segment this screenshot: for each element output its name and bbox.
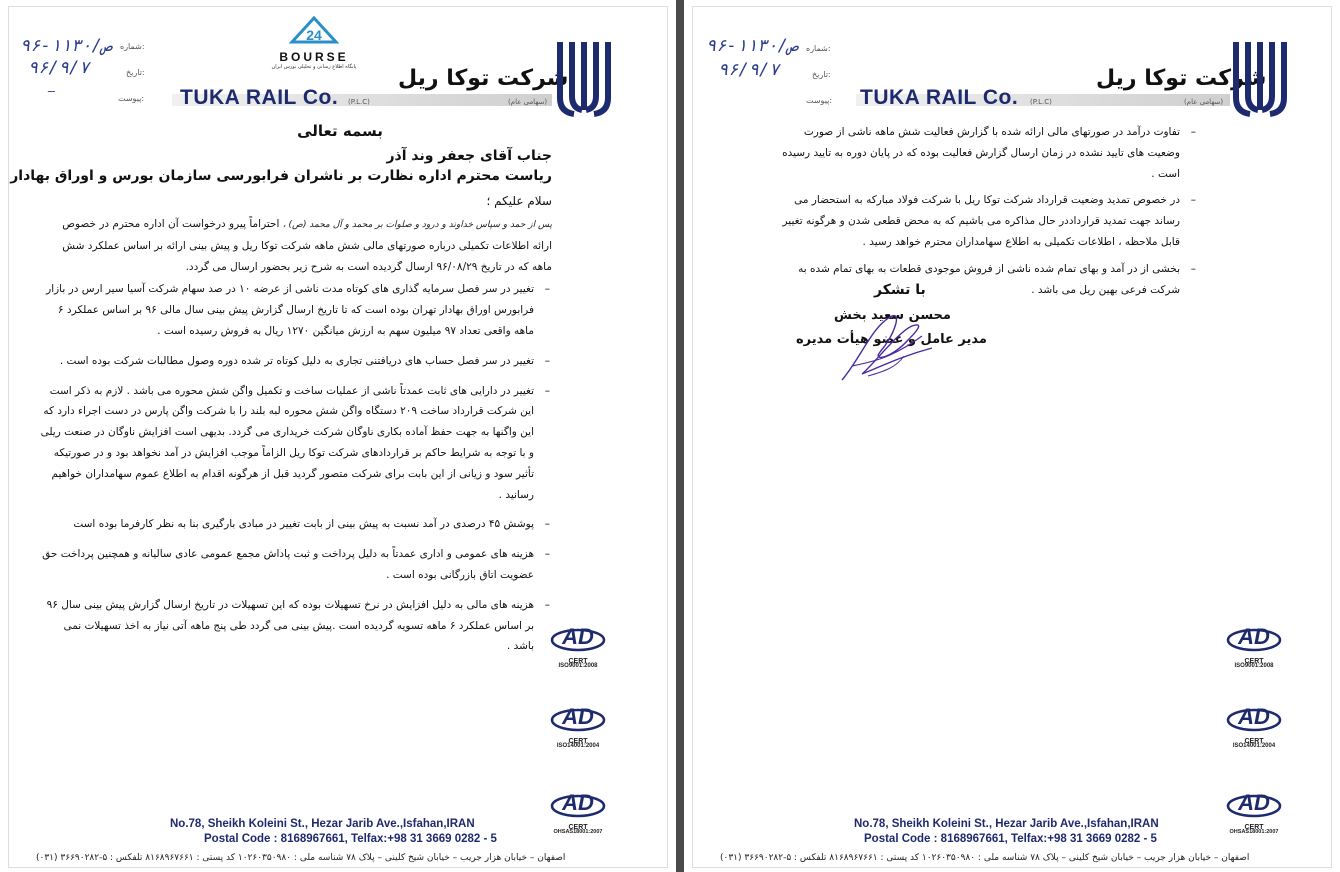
list-item: – تغییر در سر فصل سرمایه گذاری های کوتاه مدت ناشی از عرضه ۱۰ در صد سهام شرکت آسیا سیر ارس در بازار فرابورس اوراق بهادار تهران بوده است که تا تاریخ ارسال گزارش پیش بینی سال مالی ۹۶ بر اساس عملکرد ۶ ماهه واقعی تعداد ۹۷ میلیون سهم به ارزش میانگین ۱۲۷۰ ریال به فروش رسیده است . bbox=[46, 283, 550, 337]
cert-standard: ISO9001:2008 bbox=[558, 663, 598, 669]
cert-word: CERT bbox=[1244, 824, 1264, 831]
company-name-fa: شرکت توکا ریل bbox=[398, 66, 569, 91]
plc-label: (P.L.C) bbox=[1030, 98, 1052, 106]
cert-badge bbox=[1222, 620, 1286, 669]
list-item: – تغییر در سر فصل حساب های دریافتنی تجاری به دلیل کوتاه تر شده دوره وصول مطالبات شرکت بوده است . bbox=[59, 354, 550, 367]
svg-text:AD: AD bbox=[562, 704, 594, 729]
letter-body bbox=[40, 214, 552, 657]
bourse-wordmark: BOURSE bbox=[279, 50, 349, 64]
footer-postal-en: Postal Code : 8168967661, Telfax:+98 31 3669 0282 - 5 bbox=[864, 833, 1157, 845]
cert-word: CERT bbox=[568, 658, 588, 665]
bourse-tagline: پایگاه اطلاع رسانی و تحلیلی بورس ایران bbox=[271, 64, 357, 70]
company-name-en: TUKA RAIL Co. bbox=[860, 86, 1019, 109]
company-name-fa: شرکت توکا ریل bbox=[1096, 66, 1267, 91]
attachment-label: پیوست: bbox=[118, 94, 145, 103]
letter-body bbox=[780, 122, 1194, 300]
bourse-emblem-icon bbox=[284, 16, 344, 46]
footer-address-fa: اصفهان – خیابان هزار جریب – خیابان شیخ کلینی – پلاک ۷۸ شناسه ملی : ۱۰۲۶۰۳۵۰۹۸۰ کد پستی : ۸۱۶۸۹۶۷۶۶۱ تلفکس : ۵-۳۶۶۹۰۲۸۲ (۰۳۱) bbox=[36, 853, 566, 863]
cert-badge bbox=[1222, 786, 1286, 835]
letter-number: ۹۶-۱۱۳۰/ص bbox=[706, 36, 799, 56]
list-item: – تفاوت درآمد در صورتهای مالی ارائه شده با گزارش فعالیت شش ماهه ناشی از صورت وضعیت های تایید نشده در زمان ارسال گزارش فعالیت بوده که در پایان دوره به تایید رسیده است . bbox=[782, 126, 1196, 180]
svg-text:AD: AD bbox=[1238, 624, 1270, 649]
cert-word: CERT bbox=[568, 824, 588, 831]
attachment-label: پیوست: bbox=[806, 96, 833, 105]
cert-standard: ISO14001:2004 bbox=[1232, 743, 1276, 749]
recipient-title: ریاست محترم اداره نظارت بر ناشران فرابورسی سازمان بورس و اوراق بهادار bbox=[10, 168, 552, 184]
recipient-name: جناب آقای جعفر وند آذر bbox=[386, 148, 552, 164]
list-item: – تغییر در دارایی های ثابت عمدتاً ناشی از عملیات ساخت و تکمیل واگن شش محوره می باشد . لازم به ذکر است این شرکت قرارداد ساخت ۲۰۹ دستگاه واگن شش محوره لبه بلند را با شرکت واگن پارس در دست اجراء دارد که این واگنها به جهت حفظ آماده بکاری ناوگان شرکت خریداری می گردد. بدیهی است افزایش ناوگان در صنعت ریلی و با توجه به شرایط حاکم بر قراردادهای شرکت توکا ریل الزاماً موجب افزایش در آمد نخواهد بود و در صورتیکه تأثیر سود و زیانی از این بابت برای شرکت متصور گردید قبل از هرگونه اقدام به اطلاع عموم سهامداران خواهیم رسانید . bbox=[40, 384, 550, 501]
list-item: – هزینه های عمومی و اداری عمدتاً به دلیل پرداخت و ثبت پاداش مجمع عمومی عادی سالیانه و همچنین پرداخت حق عضویت اتاق بازرگانی بوده است . bbox=[42, 548, 550, 581]
company-name-en: TUKA RAIL Co. bbox=[180, 86, 339, 109]
letter-number: ۹۶-۱۱۳۰/ص bbox=[20, 36, 113, 56]
letter-page-2 bbox=[684, 0, 1340, 872]
svg-text:24: 24 bbox=[306, 27, 322, 43]
footer-postal-en: Postal Code : 8168967661, Telfax:+98 31 3669 0282 - 5 bbox=[204, 833, 497, 845]
footer-address-fa: اصفهان – خیابان هزار جریب – خیابان شیخ کلینی – پلاک ۷۸ شناسه ملی : ۱۰۲۶۰۳۵۰۹۸۰ کد پستی : ۸۱۶۸۹۶۷۶۶۱ تلفکس : ۵-۳۶۶۹۰۲۸۲ (۰۳۱) bbox=[720, 853, 1250, 863]
greeting: سلام علیکم ؛ bbox=[486, 194, 552, 208]
cert-badge bbox=[546, 786, 610, 835]
cert-word: CERT bbox=[568, 738, 588, 745]
tuka-rail-logo-icon bbox=[1230, 38, 1288, 118]
ad-cert-logo-icon bbox=[550, 786, 606, 822]
number-label: شماره: bbox=[120, 42, 145, 51]
cert-badge bbox=[1222, 700, 1286, 749]
letter-meta bbox=[18, 36, 145, 106]
cert-standard: ISO14001:2004 bbox=[556, 743, 600, 749]
letter-date: ۹۶/۹/۷ bbox=[718, 60, 780, 80]
letter-date: ۹۶/۹/۷ bbox=[28, 58, 90, 78]
cert-word: CERT bbox=[1244, 658, 1264, 665]
signer-name: محسن سعید بخش bbox=[834, 308, 951, 323]
sahami-label: (سهامی عام) bbox=[508, 98, 548, 106]
attachment-value: — bbox=[48, 84, 56, 98]
svg-text:AD: AD bbox=[562, 624, 594, 649]
bullet-list bbox=[40, 279, 550, 657]
cert-standard: ISO9001:2008 bbox=[1234, 663, 1274, 669]
handwritten-signature bbox=[832, 296, 942, 388]
letter-meta bbox=[704, 36, 833, 106]
signer-title: مدیر عامل و عضو هیأت مدیره bbox=[796, 332, 987, 347]
footer-address-en: No.78, Sheikh Koleini St., Hezar Jarib Ave.,Isfahan,IRAN bbox=[854, 818, 1159, 830]
cert-standard: OHSAS18001:2007 bbox=[1229, 829, 1279, 835]
intro-text: احتراماً پیرو درخواست آن اداره محترم در خصوص ارائه اطلاعات تکمیلی درباره صورتهای مالی شش ماهه شرکت توکا ریل و پیش بینی ارائه بر اساس عملکرد شش ماهه که در تاریخ ۹۶/۰۸/۲۹ ارسال گردیده است به شرح زیر بحضور ارسال می گردد. bbox=[62, 218, 552, 273]
svg-text:AD: AD bbox=[1238, 704, 1270, 729]
svg-text:AD: AD bbox=[1238, 790, 1270, 815]
list-item: – پوشش ۴۵ درصدی در آمد نسبت به پیش بینی از بابت تغییر در مبادی بارگیری بنا به نظر کارفرما بوده است bbox=[73, 518, 550, 531]
ad-cert-logo-icon bbox=[550, 620, 606, 656]
list-item: – در خصوص تمدید وضعیت قرارداد شرکت توکا ریل با شرکت فولاد مبارکه به استحضار می رساند جهت تمدید قرارداددر حال مذاکره می باشیم که به محض قطعی شدن و هرگونه تغییر قابل ملاحظه ، اطلاعات تکمیلی به اطلاع سهامداران محترم خواهد رسید . bbox=[782, 194, 1196, 248]
tuka-rail-logo-icon bbox=[554, 38, 612, 118]
cert-badge bbox=[546, 700, 610, 749]
intro-handwritten: پس از حمد و سپاس خداوند و درود و صلوات بر محمد و آل محمد (ص) ، bbox=[282, 220, 552, 230]
sahami-label: (سهامی عام) bbox=[1184, 98, 1224, 106]
cert-badge bbox=[546, 620, 610, 669]
list-item: – هزینه های مالی به دلیل افزایش در نرخ تسهیلات بوده که این تسهیلات در تاریخ ارسال گزارش پیش بینی سال ۹۶ بر اساس عملکرد ۶ ماهه تسویه گردیده است .پیش بینی می گردد طی پنج ماهه آتی نیاز به اخذ تسهیلات نمی باشد . bbox=[46, 598, 550, 653]
ad-cert-logo-icon bbox=[1226, 620, 1282, 656]
number-label: شماره: bbox=[806, 44, 831, 53]
svg-text:AD: AD bbox=[562, 790, 594, 815]
bourse-logo bbox=[252, 16, 376, 68]
date-label: تاریخ: bbox=[126, 68, 145, 77]
footer-address-en: No.78, Sheikh Koleini St., Hezar Jarib Ave.,Isfahan,IRAN bbox=[170, 818, 475, 830]
cert-standard: OHSAS18001:2007 bbox=[553, 829, 603, 835]
cert-word: CERT bbox=[1244, 738, 1264, 745]
bullet-list bbox=[780, 122, 1196, 300]
closing-thanks: با تشکر bbox=[874, 282, 926, 298]
basmala: بسمه تعالی bbox=[297, 122, 383, 140]
date-label: تاریخ: bbox=[812, 70, 831, 79]
ad-cert-logo-icon bbox=[550, 700, 606, 736]
list-item: – بخشی از در آمد و بهای تمام شده ناشی از فروش موجودی قطعات به بهای تمام شده به شرکت فرعی بهین ریل می باشد . bbox=[798, 262, 1196, 296]
plc-label: (P.L.C) bbox=[348, 98, 370, 106]
ad-cert-logo-icon bbox=[1226, 700, 1282, 736]
intro-paragraph bbox=[40, 214, 552, 277]
ad-cert-logo-icon bbox=[1226, 786, 1282, 822]
